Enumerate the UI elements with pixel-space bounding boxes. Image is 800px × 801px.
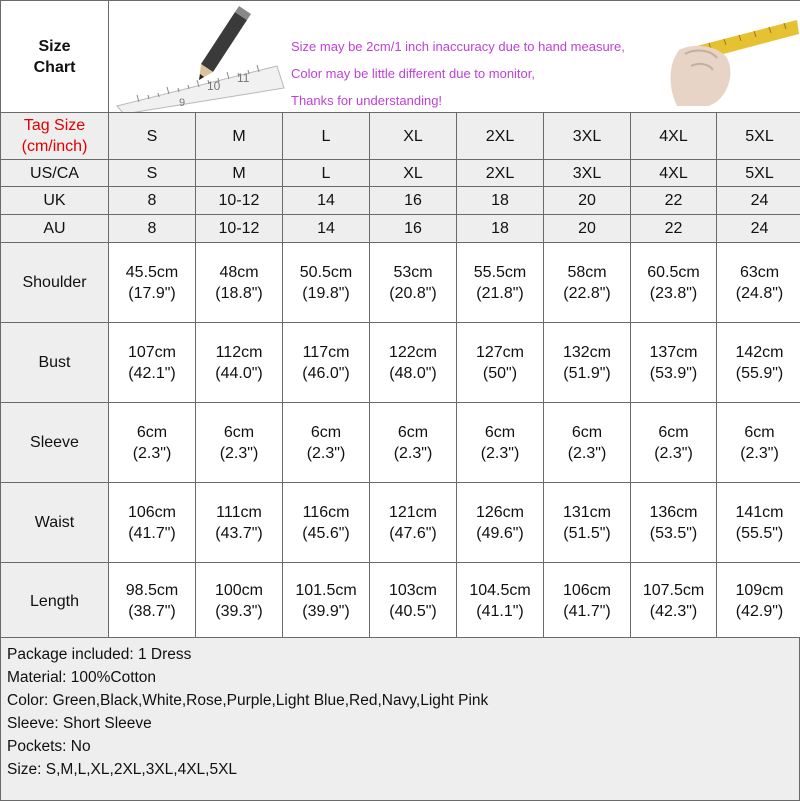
cm-value: 53cm: [370, 262, 456, 283]
ruler-number: 10: [207, 79, 221, 93]
size-cell: XL: [370, 113, 457, 160]
size-cell: 3XL: [544, 160, 631, 187]
inch-value: (20.8"): [370, 283, 456, 304]
inch-value: (51.9"): [544, 363, 630, 384]
measure-cell: [631, 403, 717, 483]
header-row: [1, 215, 800, 243]
ruler-number: 9: [179, 97, 185, 109]
measure-cell: [457, 483, 544, 563]
cm-value: 132cm: [544, 342, 630, 363]
row-label: Bust: [1, 323, 109, 403]
inch-value: (2.3"): [283, 443, 369, 464]
measure-cell: [109, 323, 196, 403]
inch-value: (41.1"): [457, 601, 543, 622]
row-label: Sleeve: [1, 403, 109, 483]
size-cell: XL: [370, 160, 457, 187]
row-label: Waist: [1, 483, 109, 563]
size-cell: 22: [631, 215, 717, 243]
title-row: [1, 1, 800, 113]
header-row: [1, 187, 800, 215]
measure-cell: [283, 243, 370, 323]
inch-value: (55.9"): [717, 363, 800, 384]
notice-text: Thanks for understanding!: [291, 90, 442, 111]
inch-value: (2.3"): [631, 443, 716, 464]
cm-value: 136cm: [631, 502, 716, 523]
cm-value: 63cm: [717, 262, 800, 283]
size-cell: L: [283, 113, 370, 160]
measure-cell: [196, 483, 283, 563]
inch-value: (41.7"): [544, 601, 630, 622]
row-label: US/CA: [1, 160, 109, 187]
row-label: Shoulder: [1, 243, 109, 323]
measure-cell: [631, 323, 717, 403]
cm-value: 142cm: [717, 342, 800, 363]
cm-value: 50.5cm: [283, 262, 369, 283]
inch-value: (39.9"): [283, 601, 369, 622]
inch-value: (53.9"): [631, 363, 716, 384]
info-color: Color: Green,Black,White,Rose,Purple,Light Blue,Red,Navy,Light Pink: [1, 689, 799, 712]
inch-value: (2.3"): [196, 443, 282, 464]
measuring-tape-hand-icon: [639, 2, 799, 112]
size-cell: 14: [283, 215, 370, 243]
cm-value: 6cm: [457, 422, 543, 443]
size-cell: 8: [109, 215, 196, 243]
inch-value: (45.6"): [283, 523, 369, 544]
measure-cell: [717, 483, 800, 563]
cm-value: 6cm: [544, 422, 630, 443]
measure-cell: [631, 483, 717, 563]
size-cell: 10-12: [196, 215, 283, 243]
cm-value: 131cm: [544, 502, 630, 523]
size-cell: 18: [457, 187, 544, 215]
measure-cell: [109, 243, 196, 323]
header-row: [1, 113, 800, 160]
inch-value: (51.5"): [544, 523, 630, 544]
cm-value: 6cm: [196, 422, 282, 443]
measure-cell: [544, 323, 631, 403]
cm-value: 111cm: [196, 502, 282, 523]
measure-cell: [196, 563, 283, 640]
measure-cell: [109, 563, 196, 640]
measure-cell: [544, 243, 631, 323]
title-line-2: Chart: [1, 57, 108, 78]
measure-row-shoulder: [1, 243, 800, 323]
size-cell: L: [283, 160, 370, 187]
size-cell: S: [109, 113, 196, 160]
measure-cell: [196, 403, 283, 483]
inch-value: (2.3"): [109, 443, 195, 464]
inch-value: (22.8"): [544, 283, 630, 304]
pencil-ruler-icon: [109, 2, 289, 112]
info-sleeve: Sleeve: Short Sleeve: [1, 712, 799, 735]
size-cell: 3XL: [544, 113, 631, 160]
measure-cell: [544, 403, 631, 483]
size-cell: 10-12: [196, 187, 283, 215]
measure-cell: [109, 403, 196, 483]
inch-value: (2.3"): [457, 443, 543, 464]
measure-cell: [283, 483, 370, 563]
size-cell: 20: [544, 187, 631, 215]
cm-value: 126cm: [457, 502, 543, 523]
cm-value: 141cm: [717, 502, 800, 523]
inch-value: (2.3"): [370, 443, 456, 464]
cm-value: 6cm: [370, 422, 456, 443]
size-cell: 24: [717, 215, 800, 243]
inch-value: (18.8"): [196, 283, 282, 304]
size-cell: 5XL: [717, 113, 800, 160]
measure-cell: [544, 483, 631, 563]
inch-value: (48.0"): [370, 363, 456, 384]
inch-value: (24.8"): [717, 283, 800, 304]
measure-cell: [109, 483, 196, 563]
inch-value: (19.8"): [283, 283, 369, 304]
size-cell: M: [196, 160, 283, 187]
measure-cell: [370, 403, 457, 483]
cm-value: 55.5cm: [457, 262, 543, 283]
cm-value: 6cm: [717, 422, 800, 443]
inch-value: (50"): [457, 363, 543, 384]
measure-cell: [283, 323, 370, 403]
inch-value: (42.3"): [631, 601, 716, 622]
inch-value: (38.7"): [109, 601, 195, 622]
cm-value: 103cm: [370, 580, 456, 601]
cm-value: 60.5cm: [631, 262, 716, 283]
measure-cell: [631, 243, 717, 323]
measure-cell: [457, 243, 544, 323]
cm-value: 107.5cm: [631, 580, 716, 601]
cm-value: 98.5cm: [109, 580, 195, 601]
size-cell: 18: [457, 215, 544, 243]
inch-value: (53.5"): [631, 523, 716, 544]
inch-value: (2.3"): [717, 443, 800, 464]
cm-value: 106cm: [109, 502, 195, 523]
cm-value: 121cm: [370, 502, 456, 523]
inch-value: (42.9"): [717, 601, 800, 622]
size-cell: 16: [370, 215, 457, 243]
inch-value: (2.3"): [544, 443, 630, 464]
measure-row-waist: [1, 483, 800, 563]
measure-cell: [717, 323, 800, 403]
measure-cell: [370, 483, 457, 563]
cm-value: 106cm: [544, 580, 630, 601]
inch-value: (55.5"): [717, 523, 800, 544]
cm-value: 6cm: [631, 422, 716, 443]
size-cell: 20: [544, 215, 631, 243]
size-cell: M: [196, 113, 283, 160]
cm-value: 101.5cm: [283, 580, 369, 601]
measure-cell: [370, 563, 457, 640]
info-package: Package included: 1 Dress: [1, 643, 799, 666]
product-info-panel: [0, 637, 800, 801]
inch-value: (21.8"): [457, 283, 543, 304]
inch-value: (44.0"): [196, 363, 282, 384]
info-material: Material: 100%Cotton: [1, 666, 799, 689]
cm-value: 107cm: [109, 342, 195, 363]
cm-value: 109cm: [717, 580, 800, 601]
inch-value: (41.7"): [109, 523, 195, 544]
measure-cell: [457, 403, 544, 483]
size-cell: 14: [283, 187, 370, 215]
size-cell: 4XL: [631, 113, 717, 160]
measure-cell: [717, 243, 800, 323]
inch-value: (47.6"): [370, 523, 456, 544]
measure-row-sleeve: [1, 403, 800, 483]
measure-cell: [717, 563, 800, 640]
inch-value: (23.8"): [631, 283, 716, 304]
measure-cell: [196, 323, 283, 403]
measure-cell: [370, 323, 457, 403]
cm-value: 45.5cm: [109, 262, 195, 283]
notice-banner: [109, 1, 800, 113]
measure-cell: [631, 563, 717, 640]
cm-value: 117cm: [283, 342, 369, 363]
size-chart-title: [1, 1, 109, 113]
inch-value: (42.1"): [109, 363, 195, 384]
row-label: Tag Size (cm/inch): [1, 113, 109, 160]
header-row: [1, 160, 800, 187]
measure-cell: [370, 243, 457, 323]
cm-value: 137cm: [631, 342, 716, 363]
measure-row-length: [1, 563, 800, 640]
measure-cell: [457, 323, 544, 403]
inch-value: (40.5"): [370, 601, 456, 622]
title-line-1: Size: [1, 36, 108, 57]
size-cell: 22: [631, 187, 717, 215]
row-label: Length: [1, 563, 109, 640]
inch-value: (39.3"): [196, 601, 282, 622]
size-cell: S: [109, 160, 196, 187]
size-cell: 16: [370, 187, 457, 215]
cm-value: 6cm: [109, 422, 195, 443]
row-label: AU: [1, 215, 109, 243]
measure-cell: [283, 563, 370, 640]
size-cell: 2XL: [457, 160, 544, 187]
measure-cell: [717, 403, 800, 483]
cm-value: 122cm: [370, 342, 456, 363]
info-size: Size: S,M,L,XL,2XL,3XL,4XL,5XL: [1, 758, 799, 781]
cm-value: 58cm: [544, 262, 630, 283]
cm-value: 48cm: [196, 262, 282, 283]
size-cell: 5XL: [717, 160, 800, 187]
size-cell: 4XL: [631, 160, 717, 187]
row-label: UK: [1, 187, 109, 215]
cm-value: 6cm: [283, 422, 369, 443]
size-cell: 24: [717, 187, 800, 215]
inch-value: (17.9"): [109, 283, 195, 304]
inch-value: (46.0"): [283, 363, 369, 384]
ruler-number: 11: [237, 71, 250, 85]
measure-cell: [544, 563, 631, 640]
cm-value: 116cm: [283, 502, 369, 523]
measure-cell: [283, 403, 370, 483]
cm-value: 104.5cm: [457, 580, 543, 601]
size-cell: 8: [109, 187, 196, 215]
info-pockets: Pockets: No: [1, 735, 799, 758]
cm-value: 127cm: [457, 342, 543, 363]
inch-value: (49.6"): [457, 523, 543, 544]
measure-cell: [196, 243, 283, 323]
measure-cell: [457, 563, 544, 640]
cm-value: 112cm: [196, 342, 282, 363]
size-cell: 2XL: [457, 113, 544, 160]
inch-value: (43.7"): [196, 523, 282, 544]
notice-text: Size may be 2cm/1 inch inaccuracy due to hand measure,: [291, 36, 625, 57]
cm-value: 100cm: [196, 580, 282, 601]
measure-row-bust: [1, 323, 800, 403]
notice-text: Color may be little different due to monitor,: [291, 63, 535, 84]
